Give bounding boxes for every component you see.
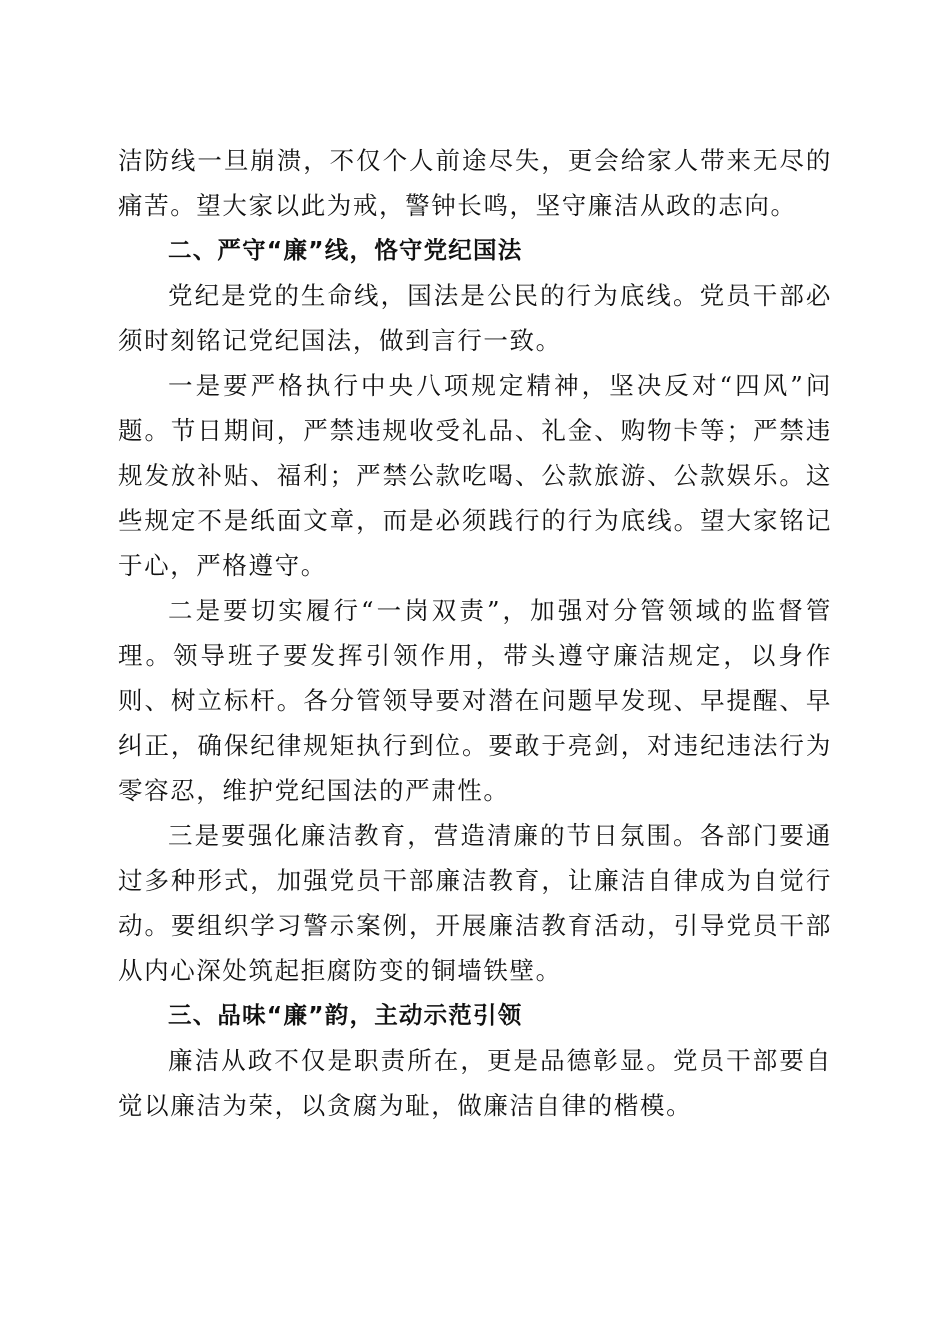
paragraph-point-one: 一是要严格执行中央八项规定精神，坚决反对“四风”问题。节日期间，严禁违规收受礼品、礼金、购物卡等；严禁违规发放补贴、福利；严禁公款吃喝、公款旅游、公款娱乐。这些规定不是纸面文章，而是必须践行的行为底线。望大家铭记于心，严格遵守。 [118, 371, 832, 580]
paragraph-point-two: 二是要切实履行“一岗双责”，加强对分管领域的监督管理。领导班子要发挥引领作用，带头遵守廉洁规定，以身作则、树立标杆。各分管领导要对潜在问题早发现、早提醒、早纠正，确保纪律规矩执行到位。要敢于亮剑，对违纪违法行为零容忍，维护党纪国法的严肃性。 [118, 596, 832, 805]
section-heading-3: 三、品味“廉”韵，主动示范引领 [168, 1001, 523, 1029]
section-heading-2: 二、严守“廉”线，恪守党纪国法 [168, 236, 523, 264]
paragraph-continuation: 洁防线一旦崩溃，不仅个人前途尽失，更会给家人带来无尽的痛苦。望大家以此为戒，警钟长鸣，坚守廉洁从政的志向。 [118, 146, 832, 220]
document-body [118, 138, 832, 1128]
paragraph-party-discipline: 党纪是党的生命线，国法是公民的行为底线。党员干部必须时刻铭记党纪国法，做到言行一致。 [118, 281, 832, 355]
paragraph-point-three: 三是要强化廉洁教育，营造清廉的节日氛围。各部门要通过多种形式，加强党员干部廉洁教育，让廉洁自律成为自觉行动。要组织学习警示案例，开展廉洁教育活动，引导党员干部从内心深处筑起拒腐防变的铜墙铁壁。 [118, 821, 832, 985]
paragraph-integrity: 廉洁从政不仅是职责所在，更是品德彰显。党员干部要自觉以廉洁为荣，以贪腐为耻，做廉洁自律的楷模。 [118, 1046, 832, 1120]
